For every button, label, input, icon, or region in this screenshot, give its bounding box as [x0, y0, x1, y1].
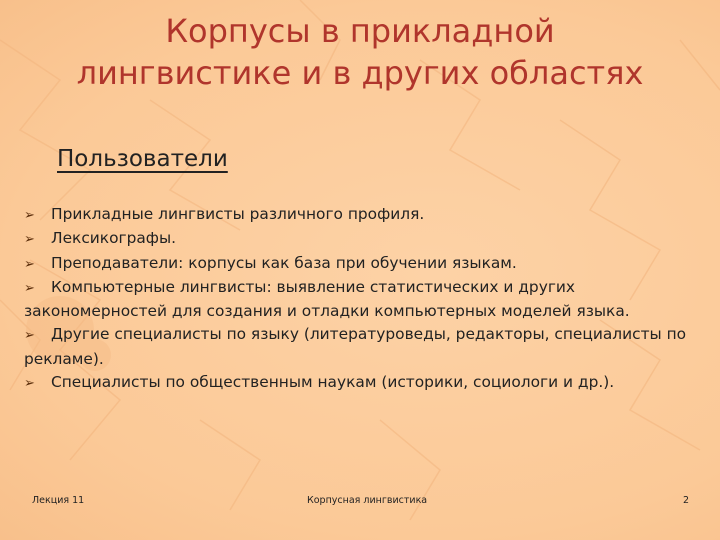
list-item-text: Лексикографы. — [51, 229, 177, 248]
list-item — [24, 227, 714, 251]
list-item-text: Прикладные лингвисты различного профиля. — [51, 205, 425, 223]
title-line-2: лингвистике и в других областях — [76, 54, 644, 92]
arrow-bullet-icon: ➢ — [24, 328, 35, 344]
list-item-text: Компьютерные лингвисты: выявление статистических и других закономерностей для создания и отладки компьютерных моделей языка. — [24, 277, 630, 321]
footer-course-title: Корпусная лингвистика — [307, 495, 428, 506]
list-item — [24, 276, 714, 324]
list-item-text: Специалисты по общественным наукам (историки, социологи и др.). — [51, 373, 615, 392]
footer-lecture: Лекция 11 — [32, 495, 85, 506]
arrow-bullet-icon: ➢ — [24, 208, 35, 223]
list-item — [24, 323, 714, 371]
bullet-list — [24, 203, 714, 395]
arrow-bullet-icon: ➢ — [24, 376, 35, 392]
arrow-bullet-icon: ➢ — [24, 256, 35, 272]
list-item — [24, 371, 714, 395]
title-line-1: Корпусы в прикладной — [165, 12, 555, 50]
slide-title — [40, 10, 680, 94]
list-item-text: Другие специалисты по языку (литературоведы, редакторы, специалисты по рекламе). — [24, 325, 687, 368]
section-heading: Пользователи — [57, 146, 228, 172]
arrow-bullet-icon: ➢ — [24, 232, 35, 248]
arrow-bullet-icon: ➢ — [24, 280, 35, 296]
list-item — [24, 203, 714, 227]
list-item — [24, 252, 714, 276]
page-number: 2 — [683, 495, 690, 506]
list-item-text: Преподаватели: корпусы как база при обучении языкам. — [51, 253, 517, 272]
